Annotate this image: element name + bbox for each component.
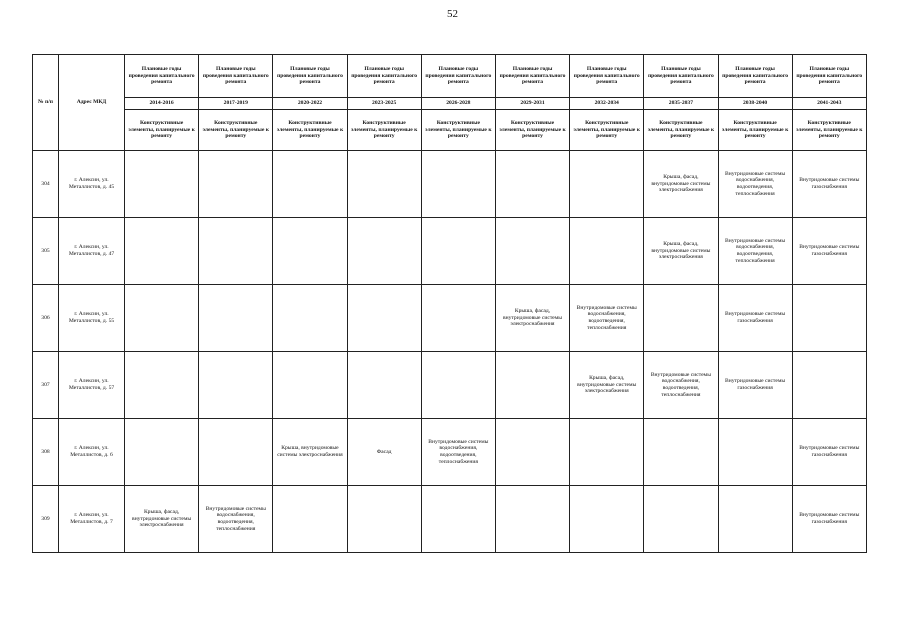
work-cell: Внутридомовые системы водоснабжения, водоотведения, теплоснабжения: [570, 285, 644, 352]
table-row: [33, 352, 867, 419]
table-row: [33, 285, 867, 352]
years-header: 2032-2034: [570, 98, 644, 110]
period-header: Плановые годы проведения капитального ремонта: [125, 55, 199, 98]
work-cell: [125, 218, 199, 285]
row-number: 304: [33, 151, 59, 218]
work-cell: [644, 285, 718, 352]
work-cell: [273, 151, 347, 218]
work-cell: Крыша, фасад, внутридомовые системы электроснабжения: [570, 352, 644, 419]
work-cell: [718, 419, 792, 486]
table-row: [33, 486, 867, 553]
work-cell: [644, 486, 718, 553]
period-header: Плановые годы проведения капитального ремонта: [570, 55, 644, 98]
work-cell: [644, 419, 718, 486]
years-header: 2035-2037: [644, 98, 718, 110]
row-address: г. Алексин, ул. Металлистов, д. 45: [59, 151, 125, 218]
period-header: Плановые годы проведения капитального ремонта: [644, 55, 718, 98]
table-row: [33, 151, 867, 218]
work-cell: [273, 486, 347, 553]
period-header: Плановые годы проведения капитального ремонта: [792, 55, 866, 98]
work-cell: [570, 151, 644, 218]
work-cell: Внутридомовые системы водоснабжения, водоотведения, теплоснабжения: [644, 352, 718, 419]
work-cell: [347, 486, 421, 553]
address-column-header: Адрес МКД: [59, 55, 125, 151]
work-cell: [125, 419, 199, 486]
work-cell: [273, 218, 347, 285]
work-cell: [421, 486, 495, 553]
work-cell: [421, 285, 495, 352]
period-header: Плановые годы проведения капитального ремонта: [421, 55, 495, 98]
work-cell: Внутридомовые системы газоснабжения: [792, 218, 866, 285]
years-header: 2029-2031: [495, 98, 569, 110]
work-cell: Внутридомовые системы газоснабжения: [792, 151, 866, 218]
work-cell: Крыша, фасад, внутридомовые системы электроснабжения: [125, 486, 199, 553]
table-row: [33, 218, 867, 285]
work-cell: [421, 151, 495, 218]
work-cell: Внутридомовые системы водоснабжения, водоотведения, теплоснабжения: [199, 486, 273, 553]
work-cell: [199, 352, 273, 419]
work-cell: [347, 285, 421, 352]
work-cell: Внутридомовые системы водоснабжения, водоотведения, теплоснабжения: [718, 218, 792, 285]
elements-header: Конструктивные элементы, планируемые к ремонту: [199, 110, 273, 151]
work-cell: [347, 218, 421, 285]
elements-header: Конструктивные элементы, планируемые к ремонту: [495, 110, 569, 151]
work-cell: [125, 352, 199, 419]
row-number: 308: [33, 419, 59, 486]
elements-header: Конструктивные элементы, планируемые к ремонту: [125, 110, 199, 151]
work-cell: [570, 486, 644, 553]
period-header: Плановые годы проведения капитального ремонта: [718, 55, 792, 98]
work-cell: [570, 218, 644, 285]
row-number: 306: [33, 285, 59, 352]
work-cell: Внутридомовые системы газоснабжения: [792, 419, 866, 486]
work-cell: [570, 419, 644, 486]
work-cell: [495, 151, 569, 218]
work-cell: Внутридомовые системы газоснабжения: [718, 285, 792, 352]
elements-header: Конструктивные элементы, планируемые к ремонту: [273, 110, 347, 151]
period-header: Плановые годы проведения капитального ремонта: [347, 55, 421, 98]
header-row-period: [33, 55, 867, 98]
header-row-elements: [33, 110, 867, 151]
years-header: 2014-2016: [125, 98, 199, 110]
period-header: Плановые годы проведения капитального ремонта: [199, 55, 273, 98]
work-cell: [125, 285, 199, 352]
period-header: Плановые годы проведения капитального ремонта: [273, 55, 347, 98]
work-cell: [495, 419, 569, 486]
num-column-header: № п/п: [33, 55, 59, 151]
work-cell: Фасад: [347, 419, 421, 486]
work-cell: [199, 218, 273, 285]
page-number: 52: [447, 8, 458, 20]
work-cell: [792, 352, 866, 419]
elements-header: Конструктивные элементы, планируемые к ремонту: [644, 110, 718, 151]
work-cell: [495, 352, 569, 419]
elements-header: Конструктивные элементы, планируемые к ремонту: [347, 110, 421, 151]
work-cell: [347, 352, 421, 419]
years-header: 2017-2019: [199, 98, 273, 110]
repair-schedule-table: [32, 54, 867, 553]
row-address: г. Алексин, ул. Металлистов, д. 6: [59, 419, 125, 486]
period-header: Плановые годы проведения капитального ремонта: [495, 55, 569, 98]
row-number: 309: [33, 486, 59, 553]
elements-header: Конструктивные элементы, планируемые к ремонту: [421, 110, 495, 151]
work-cell: [718, 486, 792, 553]
work-cell: Внутридомовые системы водоснабжения, водоотведения, теплоснабжения: [421, 419, 495, 486]
work-cell: [273, 352, 347, 419]
work-cell: Крыша, фасад, внутридомовые системы электроснабжения: [644, 151, 718, 218]
work-cell: Крыша, фасад, внутридомовые системы электроснабжения: [644, 218, 718, 285]
years-header: 2026-2028: [421, 98, 495, 110]
row-address: г. Алексин, ул. Металлистов, д. 7: [59, 486, 125, 553]
elements-header: Конструктивные элементы, планируемые к ремонту: [792, 110, 866, 151]
row-address: г. Алексин, ул. Металлистов, д. 55: [59, 285, 125, 352]
work-cell: [199, 285, 273, 352]
work-cell: [421, 352, 495, 419]
work-cell: [199, 419, 273, 486]
work-cell: [125, 151, 199, 218]
years-header: 2038-2040: [718, 98, 792, 110]
work-cell: Внутридомовые системы газоснабжения: [792, 486, 866, 553]
elements-header: Конструктивные элементы, планируемые к ремонту: [570, 110, 644, 151]
work-cell: [199, 151, 273, 218]
elements-header: Конструктивные элементы, планируемые к ремонту: [718, 110, 792, 151]
work-cell: Крыша, фасад, внутридомовые системы электроснабжения: [495, 285, 569, 352]
work-cell: [421, 218, 495, 285]
row-address: г. Алексин, ул. Металлистов, д. 47: [59, 218, 125, 285]
years-header: 2020-2022: [273, 98, 347, 110]
work-cell: [792, 285, 866, 352]
table-row: [33, 419, 867, 486]
years-header: 2041-2043: [792, 98, 866, 110]
row-address: г. Алексин, ул. Металлистов, д. 57: [59, 352, 125, 419]
row-number: 307: [33, 352, 59, 419]
work-cell: Внутридомовые системы газоснабжения: [718, 352, 792, 419]
work-cell: [273, 285, 347, 352]
row-number: 305: [33, 218, 59, 285]
years-header: 2023-2025: [347, 98, 421, 110]
header-row-years: [33, 98, 867, 110]
work-cell: [347, 151, 421, 218]
work-cell: Крыша, внутридомовые системы электроснабжения: [273, 419, 347, 486]
work-cell: [495, 486, 569, 553]
work-cell: Внутридомовые системы водоснабжения, водоотведения, теплоснабжения: [718, 151, 792, 218]
work-cell: [495, 218, 569, 285]
